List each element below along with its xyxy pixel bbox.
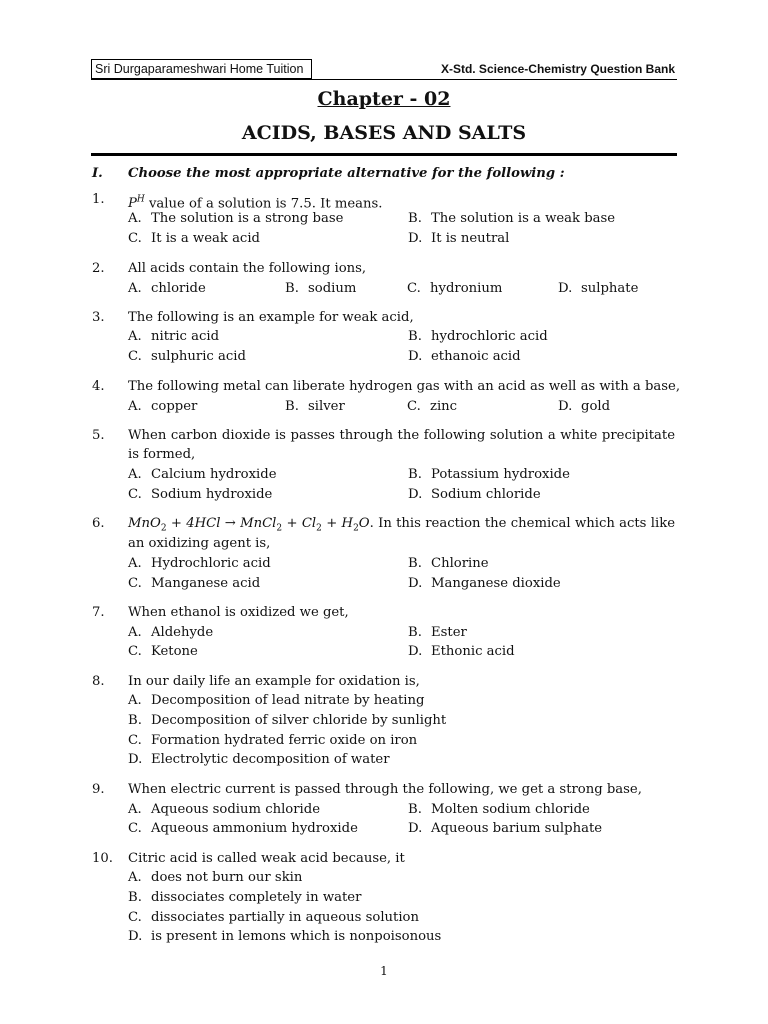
options-row xyxy=(0,485,768,505)
option-c: C. Ketone xyxy=(128,644,198,659)
options-row xyxy=(0,347,768,367)
option-a: A. Calcium hydroxide xyxy=(128,467,277,482)
options-row xyxy=(0,229,768,249)
option-c: C. zinc xyxy=(407,399,458,414)
options-row xyxy=(0,465,768,485)
options-row xyxy=(0,574,768,594)
option-d: D. It is neutral xyxy=(408,231,510,246)
question-5 xyxy=(0,426,768,446)
question-text: an oxidizing agent is, xyxy=(128,536,271,551)
question-8 xyxy=(0,672,768,692)
question-text: Citric acid is called weak acid because, it xyxy=(128,851,405,866)
option-a: A. Decomposition of lead nitrate by heating xyxy=(128,693,425,708)
question-number: 6. xyxy=(92,516,105,531)
ph-symbol: $P^H$ xyxy=(128,195,145,212)
question-4 xyxy=(0,377,768,397)
options-row xyxy=(0,279,768,299)
question-6 xyxy=(0,514,768,534)
option-d: D. Manganese dioxide xyxy=(408,576,561,591)
section-heading xyxy=(0,164,768,184)
option-a: A. nitric acid xyxy=(128,329,220,344)
option-c: C. sulphuric acid xyxy=(128,349,246,364)
option-d: D. Electrolytic decomposition of water xyxy=(128,752,390,767)
header-tutor-name: Sri Durgaparameshwari Home Tuition xyxy=(91,59,312,79)
header-rule xyxy=(91,79,677,80)
option-a: A. Aldehyde xyxy=(128,625,214,640)
option-c: C. Manganese acid xyxy=(128,576,261,591)
page-number: 1 xyxy=(380,964,388,978)
page-title: ACIDS, BASES AND SALTS xyxy=(241,122,527,144)
option-a: A. chloride xyxy=(128,281,206,296)
options-row xyxy=(0,554,768,574)
section-number: I. xyxy=(92,166,103,181)
section-instruction: Choose the most appropriate alternative for the following : xyxy=(128,166,565,181)
chapter-heading: Chapter - 02 xyxy=(317,88,451,110)
option-b: B. Chlorine xyxy=(408,556,489,571)
option-c: C. Sodium hydroxide xyxy=(128,487,273,502)
options-row xyxy=(0,819,768,839)
question-number: 3. xyxy=(92,310,105,325)
question-1 xyxy=(0,190,768,210)
question-continuation xyxy=(0,445,768,465)
option-c: C. dissociates partially in aqueous solution xyxy=(128,910,419,925)
question-2 xyxy=(0,259,768,279)
option-d: D. is present in lemons which is nonpoisonous xyxy=(128,929,442,944)
question-number: 8. xyxy=(92,674,105,689)
option-d: D. sulphate xyxy=(558,281,639,296)
question-7 xyxy=(0,603,768,623)
question-number: 1. xyxy=(92,192,105,207)
question-number: 9. xyxy=(92,782,105,797)
question-number: 5. xyxy=(92,428,105,443)
question-text: When electric current is passed through the following, we get a strong base, xyxy=(128,782,642,797)
question-text: $P^H$ value of a solution is 7.5. It means. xyxy=(128,195,383,212)
option-d: D. gold xyxy=(558,399,611,414)
options-row xyxy=(0,623,768,643)
option-d: D. ethanoic acid xyxy=(408,349,521,364)
option-d: D. Ethonic acid xyxy=(408,644,515,659)
question-3 xyxy=(0,308,768,328)
options-row xyxy=(0,691,768,711)
option-c: C. hydronium xyxy=(407,281,503,296)
question-9 xyxy=(0,780,768,800)
option-b: B. Molten sodium chloride xyxy=(408,802,590,817)
option-b: B. Ester xyxy=(408,625,467,640)
option-b: B. Decomposition of silver chloride by sunlight xyxy=(128,713,447,728)
question-text: When ethanol is oxidized we get, xyxy=(128,605,349,620)
option-a: A. does not burn our skin xyxy=(128,870,303,885)
question-text: The following metal can liberate hydrogen gas with an acid as well as with a base, xyxy=(128,379,681,394)
options-row xyxy=(0,888,768,908)
option-c: C. Formation hydrated ferric oxide on iron xyxy=(128,733,418,748)
question-text: When carbon dioxide is passes through the following solution a white precipitate xyxy=(128,428,675,443)
option-c: C. Aqueous ammonium hydroxide xyxy=(128,821,358,836)
options-row xyxy=(0,908,768,928)
option-a: A. Hydrochloric acid xyxy=(128,556,271,571)
options-row xyxy=(0,327,768,347)
option-a: A. Aqueous sodium chloride xyxy=(128,802,321,817)
reaction-equation: MnO$_2$ + 4HCl → MnCl$_2$ + $Cl_2 + H_2O$ xyxy=(128,516,370,534)
question-number: 2. xyxy=(92,261,105,276)
options-row xyxy=(0,868,768,888)
question-text: All acids contain the following ions, xyxy=(128,261,367,276)
options-row xyxy=(0,642,768,662)
option-d: D. Sodium chloride xyxy=(408,487,541,502)
options-row xyxy=(0,397,768,417)
option-b: B. dissociates completely in water xyxy=(128,890,362,905)
option-a: A. copper xyxy=(128,399,198,414)
option-b: B. hydrochloric acid xyxy=(408,329,548,344)
question-text: is formed, xyxy=(128,447,196,462)
options-row xyxy=(0,750,768,770)
question-text: MnO$_2$ + 4HCl → MnCl$_2$ + $Cl_2 + H_2O$. In this reaction the chemical which acts like xyxy=(128,516,675,534)
question-text: In our daily life an example for oxidation is, xyxy=(128,674,420,689)
option-b: B. The solution is a weak base xyxy=(408,211,616,226)
question-number: 4. xyxy=(92,379,105,394)
options-row xyxy=(0,800,768,820)
header-question-bank: X-Std. Science-Chemistry Question Bank xyxy=(440,62,675,76)
question-text: The following is an example for weak acid, xyxy=(128,310,414,325)
option-d: D. Aqueous barium sulphate xyxy=(408,821,603,836)
options-row xyxy=(0,711,768,731)
options-row xyxy=(0,209,768,229)
option-b: B. silver xyxy=(285,399,345,414)
option-c: C. It is a weak acid xyxy=(128,231,260,246)
title-rule xyxy=(91,153,677,156)
option-b: B. Potassium hydroxide xyxy=(408,467,570,482)
question-10 xyxy=(0,849,768,869)
option-a: A. The solution is a strong base xyxy=(128,211,344,226)
question-number: 7. xyxy=(92,605,105,620)
options-row xyxy=(0,731,768,751)
question-number: 10. xyxy=(92,851,113,866)
options-row xyxy=(0,927,768,947)
question-continuation xyxy=(0,534,768,554)
option-b: B. sodium xyxy=(285,281,357,296)
